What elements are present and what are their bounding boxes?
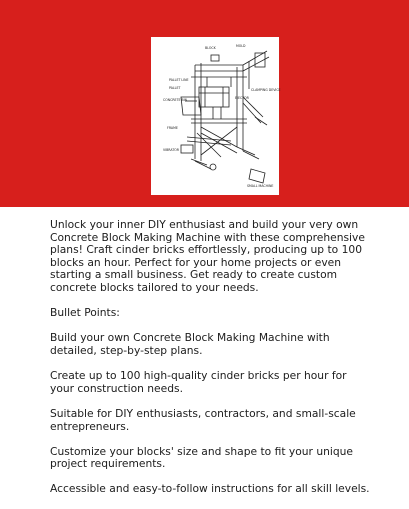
- plan-label-block: BLOCK: [205, 46, 216, 50]
- concrete-block-machine-diagram: [151, 37, 279, 195]
- product-description: [50, 219, 370, 509]
- plan-label-pallet: PALLET: [169, 86, 181, 90]
- bullet-item: Accessible and easy-to-follow instructions for all skill levels.: [50, 482, 370, 496]
- bullets-heading: Bullet Points:: [50, 306, 120, 320]
- bullet-item: Customize your blocks' size and shape to fit your unique project requirements.: [50, 444, 353, 471]
- plan-label-small-machine: SMALL MACHINE: [247, 184, 274, 188]
- plan-label-mold: MOLD: [236, 44, 246, 48]
- plan-label-vibrator: VIBRATOR: [163, 148, 179, 152]
- plan-label-concrete-bin: CONCRETE BIN: [163, 98, 188, 102]
- machine-plan-drawing: [151, 37, 279, 195]
- plan-label-frame: FRAME: [167, 126, 178, 130]
- hero-banner: [0, 0, 409, 207]
- plan-label-ejector: EJECTOR: [235, 96, 249, 100]
- bullet-item: Create up to 100 high-quality cinder bricks per hour for your construction needs.: [50, 369, 347, 395]
- intro-paragraph: Unlock your inner DIY enthusiast and build your very own Concrete Block Making Machine with these comprehensive plans! Craft cinder bricks effortlessly, producing up to 100 blocks an hour. Perfect for your home projects or even starting a small business. Get ready to create custom concrete blocks tailored to your needs.: [50, 218, 365, 294]
- bullet-item: Suitable for DIY enthusiasts, contractors, and small-scale entrepreneurs.: [50, 406, 356, 433]
- plan-label-clamping-device: CLAMPING DEVICE: [251, 88, 281, 92]
- plan-label-pallet-line: PALLET LINE: [169, 78, 189, 82]
- bullet-item: Build your own Concrete Block Making Machine with detailed, step-by-step plans.: [50, 331, 330, 357]
